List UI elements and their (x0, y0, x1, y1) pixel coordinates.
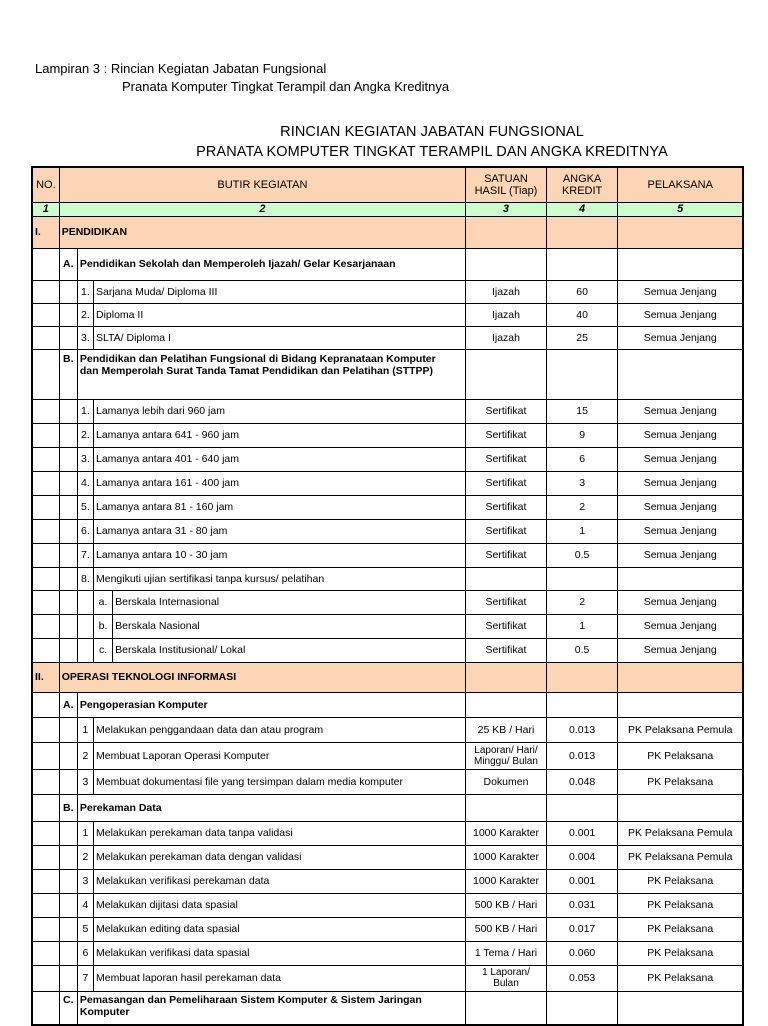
table-cell: Sarjana Muda/ Diploma III (93, 280, 465, 303)
empty-cell (546, 567, 618, 590)
table-cell: Membuat dokumentasi file yang tersimpan dalam media komputer (93, 769, 465, 794)
empty-cell (59, 590, 77, 614)
table-cell: 3 (77, 769, 93, 794)
table-row (32, 303, 743, 326)
empty-cell (32, 519, 59, 543)
table-cell: 0.001 (546, 869, 618, 893)
empty-cell (59, 495, 77, 519)
table-cell: Membuat Laporan Operasi Komputer (93, 742, 465, 769)
table-row (32, 941, 743, 965)
table-header-row (32, 167, 743, 202)
table-cell: 7 (77, 965, 93, 991)
table-cell: Mengikuti ujian sertifikasi tanpa kursus/ pelatihan (93, 567, 465, 590)
lampiran-caption (35, 60, 449, 96)
table-cell: Diploma II (93, 303, 465, 326)
table-cell: 2 (546, 495, 618, 519)
empty-cell (618, 349, 743, 399)
table-cell: 0.013 (546, 742, 618, 769)
table-row (32, 423, 743, 447)
col-num-5: 5 (618, 202, 743, 216)
table-cell: Sertifikat (466, 519, 547, 543)
table-cell: Semua Jenjang (618, 543, 743, 567)
table-cell: PK Pelaksana Pemula (618, 717, 743, 742)
table-row (32, 965, 743, 991)
empty-cell (59, 614, 77, 638)
table-cell: 25 KB / Hari (466, 717, 547, 742)
table-cell: 500 KB / Hari (466, 893, 547, 917)
empty-cell (466, 991, 547, 1025)
table-cell: PK Pelaksana (618, 965, 743, 991)
empty-cell (546, 248, 618, 280)
table-cell: Melakukan perekaman data dengan validasi (93, 845, 465, 869)
empty-cell (59, 471, 77, 495)
table-cell: Berskala Nasional (113, 614, 466, 638)
empty-cell (59, 326, 77, 349)
empty-cell (59, 821, 77, 845)
table-cell: a. (93, 590, 112, 614)
empty-cell (32, 590, 59, 614)
table-cell: 1000 Karakter (466, 845, 547, 869)
section-row (32, 662, 743, 692)
table-cell: 1. (77, 280, 93, 303)
empty-cell (32, 769, 59, 794)
empty-cell (32, 349, 59, 399)
empty-cell (32, 893, 59, 917)
lampiran-line-2: Pranata Komputer Tingkat Terampil dan Angka Kreditnya (122, 79, 450, 94)
empty-cell (466, 349, 547, 399)
table-row (32, 821, 743, 845)
title-line-1: RINCIAN KEGIATAN JABATAN FUNGSIONAL (280, 124, 584, 140)
col-num-2: 2 (59, 202, 465, 216)
table-cell: 40 (546, 303, 618, 326)
table-cell: Semua Jenjang (618, 303, 743, 326)
table-row (32, 742, 743, 769)
table-cell: 0.004 (546, 845, 618, 869)
empty-cell (59, 303, 77, 326)
table-cell: 3 (77, 869, 93, 893)
header-butir: BUTIR KEGIATAN (59, 167, 465, 202)
table-cell: Sertifikat (466, 471, 547, 495)
empty-cell (546, 991, 618, 1025)
empty-cell: 1 Laporan/ Bulan (466, 965, 547, 991)
empty-cell (59, 399, 77, 423)
table-cell: C. (59, 991, 77, 1025)
table-cell: Semua Jenjang (618, 399, 743, 423)
table-cell: 25 (546, 326, 618, 349)
empty-cell (59, 423, 77, 447)
table-cell: 4. (77, 471, 93, 495)
table-cell: Lamanya antara 641 - 960 jam (93, 423, 465, 447)
empty-cell (59, 917, 77, 941)
empty-cell (466, 794, 547, 821)
table-cell: Perekaman Data (77, 794, 465, 821)
empty-cell (32, 991, 59, 1025)
table-cell: SLTA/ Diploma I (93, 326, 465, 349)
empty-cell (546, 349, 618, 399)
empty-cell (59, 941, 77, 965)
table-cell: Semua Jenjang (618, 280, 743, 303)
table-cell: Sertifikat (466, 543, 547, 567)
table-cell: Melakukan dijitasi data spasial (93, 893, 465, 917)
table-cell: Lamanya lebih dari 960 jam (93, 399, 465, 423)
empty-cell (77, 590, 93, 614)
table-cell: A. (59, 692, 77, 717)
empty-cell (32, 399, 59, 423)
table-cell: 5 (77, 917, 93, 941)
lampiran-line-1: Lampiran 3 : Rincian Kegiatan Jabatan Fungsional (35, 61, 327, 76)
table-cell: Semua Jenjang (618, 638, 743, 662)
table-cell: 0.001 (546, 821, 618, 845)
empty-cell (618, 248, 743, 280)
empty-cell (59, 638, 77, 662)
table-cell: Melakukan verifikasi perekaman data (93, 869, 465, 893)
table-cell: Ijazah (466, 303, 547, 326)
subsection-row (32, 248, 743, 280)
table-cell: II. (32, 662, 59, 692)
empty-cell (59, 717, 77, 742)
table-cell: 1 (546, 519, 618, 543)
table-cell: Lamanya antara 81 - 160 jam (93, 495, 465, 519)
table-row (32, 638, 743, 662)
table-cell: b. (93, 614, 112, 638)
empty-cell (59, 869, 77, 893)
table-cell: 500 KB / Hari (466, 917, 547, 941)
subsection-row (32, 349, 743, 399)
table-cell: Semua Jenjang (618, 326, 743, 349)
table-row (32, 869, 743, 893)
empty-cell (32, 794, 59, 821)
table-cell: Semua Jenjang (618, 495, 743, 519)
empty-cell (618, 794, 743, 821)
table-cell: 0.5 (546, 543, 618, 567)
empty-cell (466, 662, 547, 692)
table-row (32, 567, 743, 590)
empty-cell (32, 567, 59, 590)
table-cell: Sertifikat (466, 399, 547, 423)
table-cell: PK Pelaksana (618, 769, 743, 794)
table-cell: A. (59, 248, 77, 280)
header-pelaksana: PELAKSANA (618, 167, 743, 202)
empty-cell (32, 941, 59, 965)
subsection-row (32, 991, 743, 1025)
table-cell: PK Pelaksana (618, 869, 743, 893)
table-cell: Lamanya antara 31 - 80 jam (93, 519, 465, 543)
empty-cell (32, 248, 59, 280)
table-cell: PK Pelaksana (618, 742, 743, 769)
empty-cell: Laporan/ Hari/ Minggu/ Bulan (466, 742, 547, 769)
table-cell: 1. (77, 399, 93, 423)
empty-cell (32, 717, 59, 742)
table-cell: 0.060 (546, 941, 618, 965)
table-row (32, 543, 743, 567)
empty-cell (32, 280, 59, 303)
empty-cell (59, 519, 77, 543)
empty-cell (59, 447, 77, 471)
table-cell: 0.5 (546, 638, 618, 662)
empty-cell (466, 692, 547, 717)
table-cell: 9 (546, 423, 618, 447)
section-row (32, 216, 743, 248)
table-cell: Melakukan verifikasi data spasial (93, 941, 465, 965)
document-title (0, 122, 768, 162)
empty-cell (32, 326, 59, 349)
table-cell: 0.048 (546, 769, 618, 794)
table-cell: 1 (546, 614, 618, 638)
column-number-row (32, 202, 743, 216)
table-row (32, 495, 743, 519)
table-cell: 3 (546, 471, 618, 495)
table-cell: 1000 Karakter (466, 869, 547, 893)
table-cell: 2 (77, 845, 93, 869)
empty-cell (59, 280, 77, 303)
table-cell: 2. (77, 303, 93, 326)
subsection-row (32, 692, 743, 717)
table-cell: Membuat laporan hasil perekaman data (93, 965, 465, 991)
table-cell: Semua Jenjang (618, 447, 743, 471)
title-line-2: PRANATA KOMPUTER TINGKAT TERAMPIL DAN ANGKA KREDITNYA (196, 144, 668, 160)
table-cell: 0.017 (546, 917, 618, 941)
header-no: NO. (32, 167, 59, 202)
table-cell: Ijazah (466, 326, 547, 349)
table-cell: 5. (77, 495, 93, 519)
empty-cell (466, 567, 547, 590)
table-cell: 2 (77, 742, 93, 769)
empty-cell (546, 662, 618, 692)
empty-cell (32, 692, 59, 717)
table-row (32, 917, 743, 941)
empty-cell (59, 965, 77, 991)
empty-cell (546, 692, 618, 717)
table-row (32, 614, 743, 638)
empty-cell (32, 638, 59, 662)
table-cell: PK Pelaksana Pemula (618, 845, 743, 869)
empty-cell (546, 216, 618, 248)
col-num-1: 1 (32, 202, 59, 216)
empty-cell (618, 991, 743, 1025)
empty-cell (618, 216, 743, 248)
table-cell: PK Pelaksana (618, 917, 743, 941)
empty-cell (546, 794, 618, 821)
table-cell: Ijazah (466, 280, 547, 303)
table-cell: 6 (546, 447, 618, 471)
empty-cell (32, 869, 59, 893)
empty-cell (59, 742, 77, 769)
col-num-3: 3 (466, 202, 547, 216)
table-cell: 3. (77, 326, 93, 349)
table-cell: Semua Jenjang (618, 519, 743, 543)
empty-cell (59, 893, 77, 917)
table-cell: 4 (77, 893, 93, 917)
table-cell: Sertifikat (466, 495, 547, 519)
table-row (32, 326, 743, 349)
empty-cell (466, 248, 547, 280)
table-cell: 7. (77, 543, 93, 567)
table-cell: Berskala Internasional (113, 590, 466, 614)
table-cell: I. (32, 216, 59, 248)
table-cell: Sertifikat (466, 638, 547, 662)
table-cell: Dokumen (466, 769, 547, 794)
table-cell: 6 (77, 941, 93, 965)
empty-cell (32, 471, 59, 495)
table-cell: 6. (77, 519, 93, 543)
table-cell: Semua Jenjang (618, 614, 743, 638)
table-cell: 1 Tema / Hari (466, 941, 547, 965)
empty-cell (59, 543, 77, 567)
table-cell: 1 (77, 821, 93, 845)
table-row (32, 280, 743, 303)
empty-cell: Pemasangan dan Pemeliharaan Sistem Komputer & Sistem Jaringan Komputer (77, 991, 465, 1025)
table-cell: 60 (546, 280, 618, 303)
table-cell: Sertifikat (466, 614, 547, 638)
empty-cell (32, 965, 59, 991)
table-row (32, 893, 743, 917)
empty-cell (77, 614, 93, 638)
empty-cell (32, 821, 59, 845)
table-cell: Berskala Institusional/ Lokal (113, 638, 466, 662)
subsection-row (32, 794, 743, 821)
table-cell: 15 (546, 399, 618, 423)
table-cell: c. (93, 638, 112, 662)
table-cell: B. (59, 349, 77, 399)
table-row (32, 471, 743, 495)
table-cell: Sertifikat (466, 423, 547, 447)
table-cell: Lamanya antara 401 - 640 jam (93, 447, 465, 471)
table-cell: Lamanya antara 10 - 30 jam (93, 543, 465, 567)
empty-cell (77, 638, 93, 662)
empty-cell (618, 567, 743, 590)
empty-cell (32, 543, 59, 567)
activity-table (31, 166, 744, 1026)
table-cell: B. (59, 794, 77, 821)
table-cell: PK Pelaksana Pemula (618, 821, 743, 845)
table-cell: Pengoperasian Komputer (77, 692, 465, 717)
table-row (32, 717, 743, 742)
table-cell: 0.053 (546, 965, 618, 991)
table-cell: 1 (77, 717, 93, 742)
empty-cell (32, 447, 59, 471)
empty-cell (32, 845, 59, 869)
table-cell: 8. (77, 567, 93, 590)
table-cell: 2. (77, 423, 93, 447)
empty-cell (32, 423, 59, 447)
table-cell: Melakukan editing data spasial (93, 917, 465, 941)
empty-cell (466, 216, 547, 248)
empty-cell (59, 567, 77, 590)
empty-cell (618, 662, 743, 692)
empty-cell (32, 614, 59, 638)
table-cell: PK Pelaksana (618, 941, 743, 965)
table-cell: Melakukan penggandaan data dan atau program (93, 717, 465, 742)
table-cell: Sertifikat (466, 447, 547, 471)
table-cell: PENDIDIKAN (59, 216, 465, 248)
table-cell: 3. (77, 447, 93, 471)
empty-cell (32, 917, 59, 941)
table-row (32, 590, 743, 614)
table-row (32, 399, 743, 423)
table-cell: Semua Jenjang (618, 471, 743, 495)
table-cell: 1000 Karakter (466, 821, 547, 845)
empty-cell (59, 769, 77, 794)
empty-cell (32, 495, 59, 519)
table-cell: 0.013 (546, 717, 618, 742)
table-row (32, 519, 743, 543)
empty-cell: Pendidikan dan Pelatihan Fungsional di Bidang Kepranataan Komputer dan Memperolah Surat Tanda Tamat Pendidikan dan Pelatihan (STTPP) (77, 349, 465, 399)
header-angka: ANGKA KREDIT (546, 167, 618, 202)
table-cell: 2 (546, 590, 618, 614)
table-cell: Semua Jenjang (618, 423, 743, 447)
empty-cell (32, 303, 59, 326)
empty-cell (618, 692, 743, 717)
table-row (32, 845, 743, 869)
empty-cell (59, 845, 77, 869)
table-cell: OPERASI TEKNOLOGI INFORMASI (59, 662, 465, 692)
table-cell: 0.031 (546, 893, 618, 917)
table-cell: PK Pelaksana (618, 893, 743, 917)
table-row (32, 769, 743, 794)
table-row (32, 447, 743, 471)
table-cell: Pendidikan Sekolah dan Memperoleh Ijazah/ Gelar Kesarjanaan (77, 248, 465, 280)
col-num-4: 4 (546, 202, 618, 216)
table-cell: Sertifikat (466, 590, 547, 614)
table-cell: Melakukan perekaman data tanpa validasi (93, 821, 465, 845)
header-satuan: SATUAN HASIL (Tiap) (466, 167, 547, 202)
table-cell: Lamanya antara 161 - 400 jam (93, 471, 465, 495)
table-cell: Semua Jenjang (618, 590, 743, 614)
empty-cell (32, 742, 59, 769)
